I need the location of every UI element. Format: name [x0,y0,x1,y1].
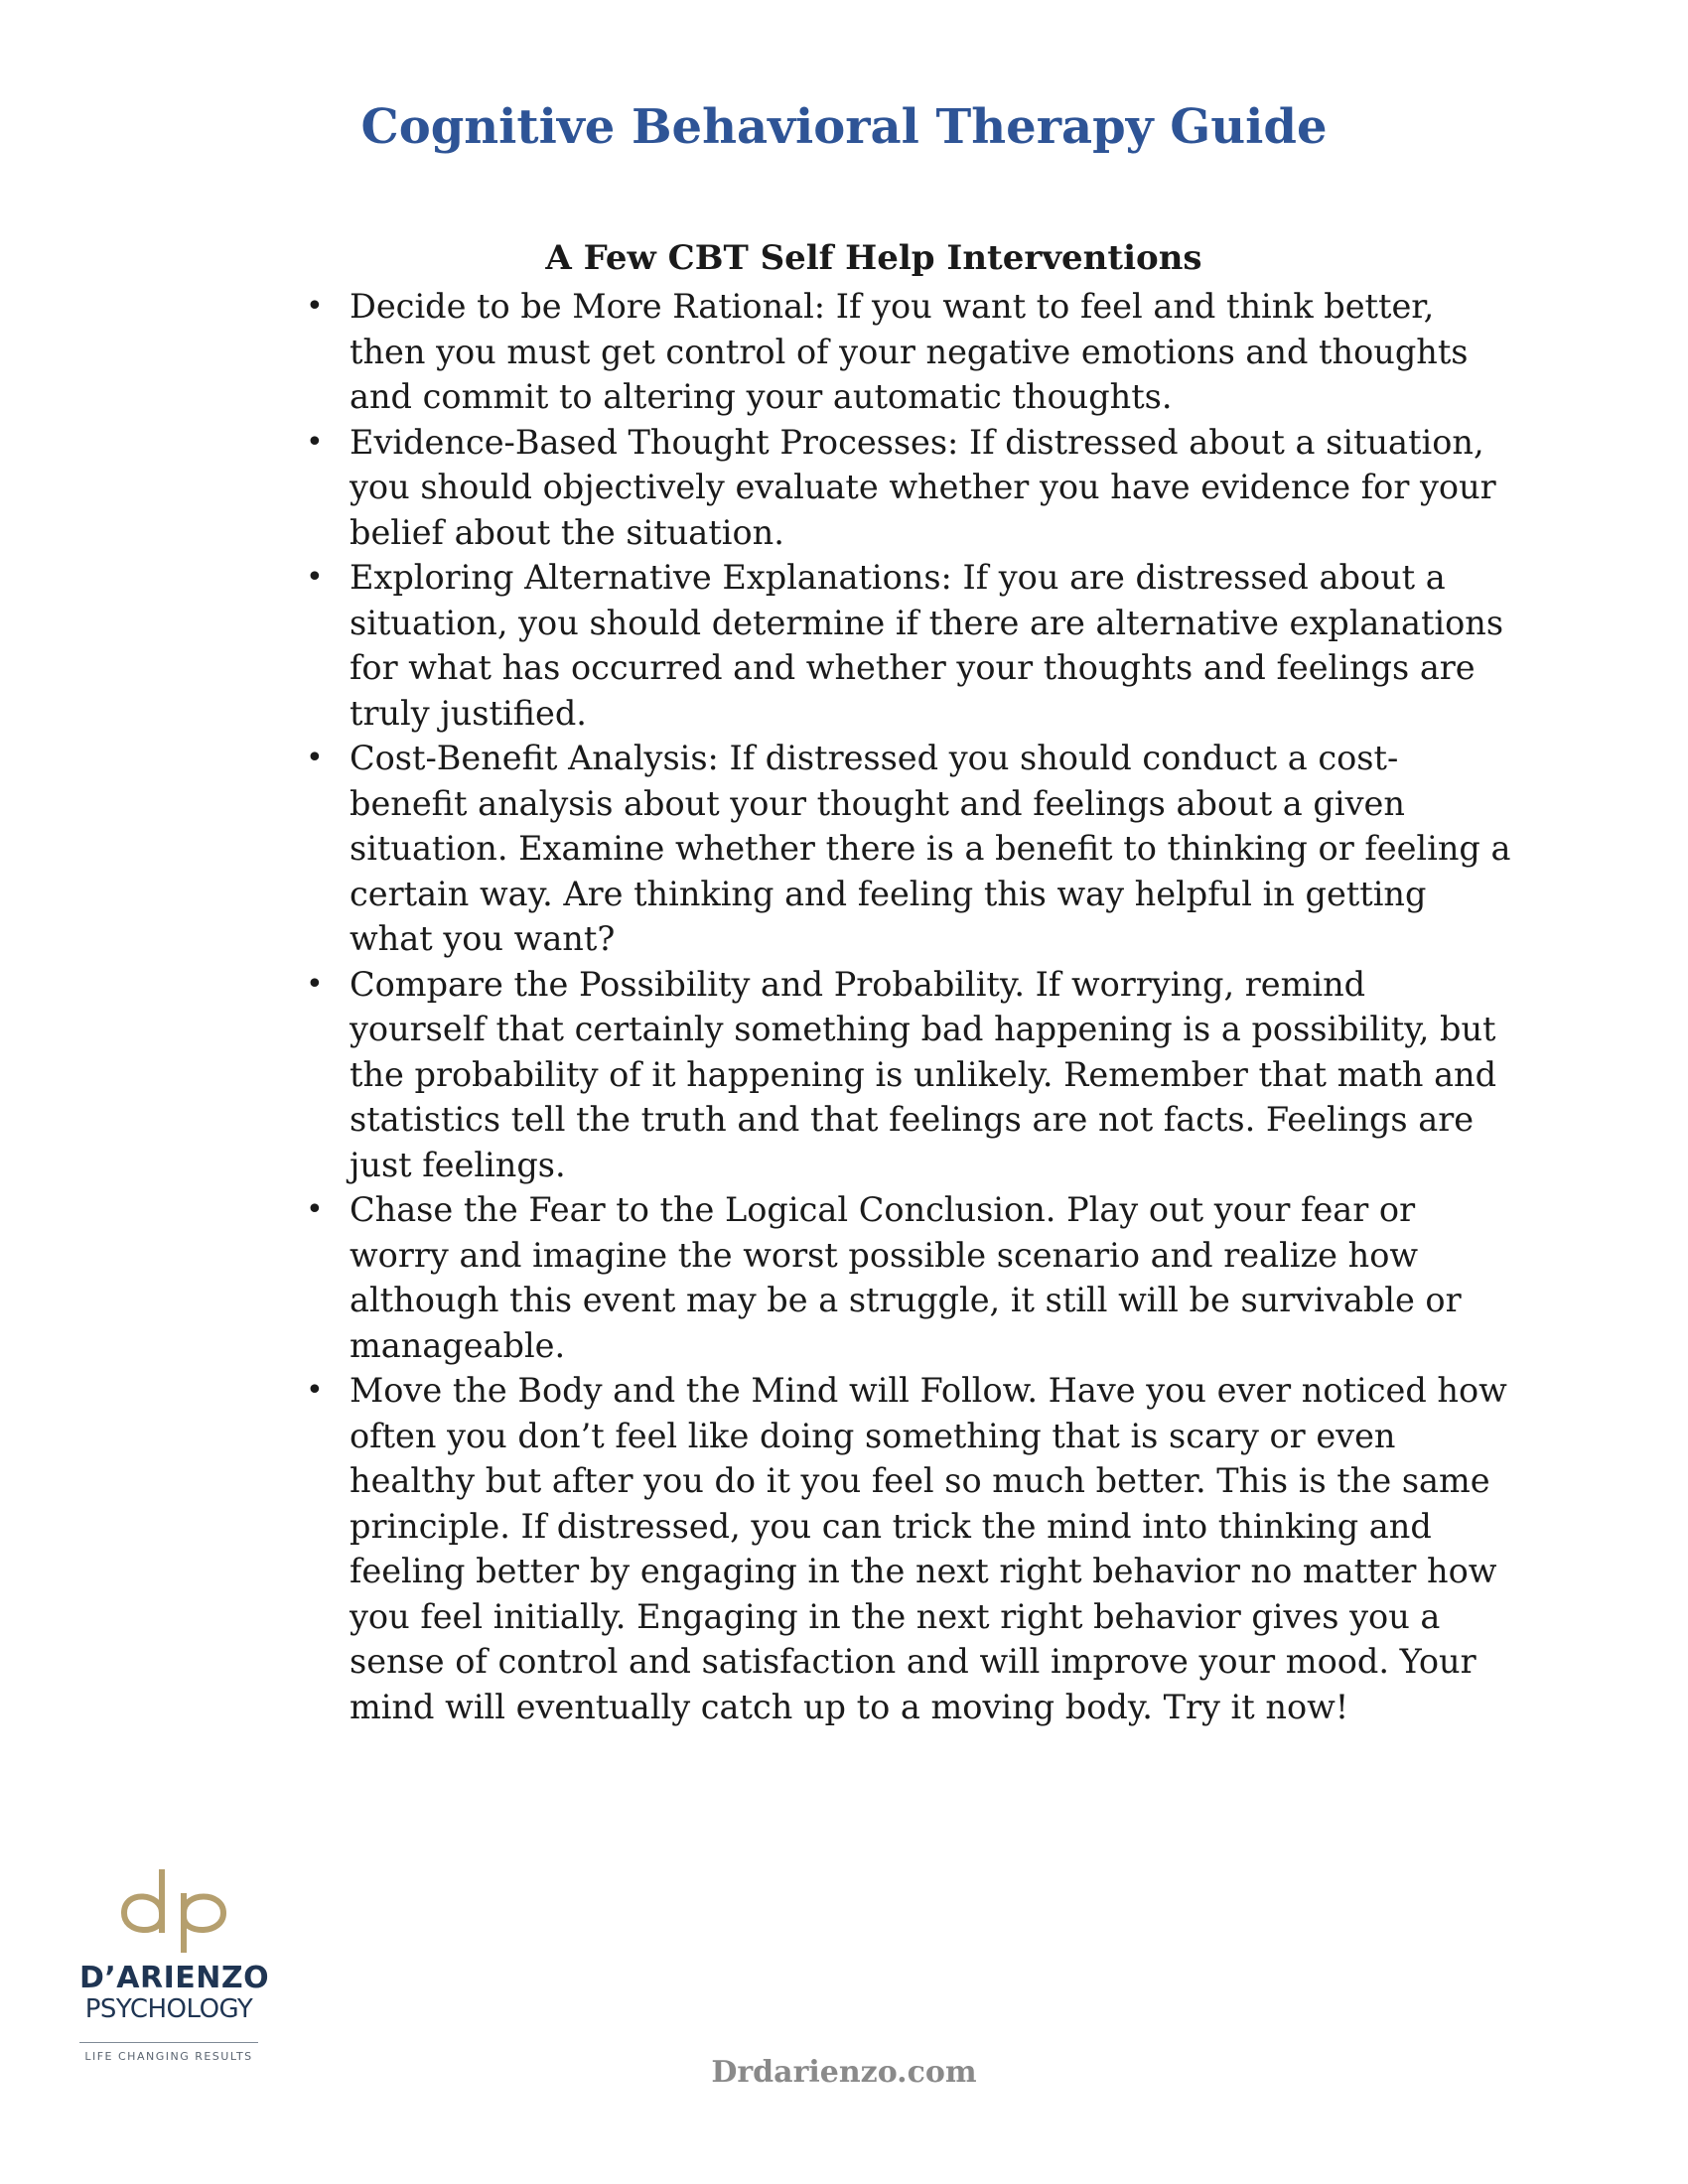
footer-website: Drdarienzo.com [711,2055,977,2090]
logo-name: D’ARIENZO [79,1961,270,1995]
list-item [306,284,1511,420]
list-item [306,1368,1511,1729]
list-item-text: Cost-Benefit Analysis: If distressed you should conduct a cost-benefit analysis about your thought and feelings about a given situation. Examine whether there is a benefit to thinking or feeling a certain way. Are thinking and feeling this way helpful in getting what you want? [350,739,1511,958]
logo-subtitle: PSYCHOLOGY [84,1994,253,2024]
list-item-text: Evidence-Based Thought Processes: If distressed about a situation, you should objectively evaluate whether you have evidence for your belief about the situation. [350,422,1496,552]
list-item [306,420,1511,556]
bullet-icon: • [306,424,324,460]
bullet-icon: • [306,1192,324,1227]
list-item [306,555,1511,736]
logo-divider [79,2042,258,2043]
logo-tagline: LIFE CHANGING RESULTS [84,2050,253,2063]
interventions-list [306,284,1511,1729]
bullet-icon: • [306,966,324,1002]
list-item [306,1187,1511,1368]
bullet-icon: • [306,289,324,324]
list-item-text: Exploring Alternative Explanations: If you are distressed about a situation, you should determine if there are alternative explanations for what has occurred and whether your thoughts and feelings are truly justified. [350,558,1504,733]
dp-monogram-icon [104,1861,243,1956]
list-item-text: Compare the Possibility and Probability. If worrying, remind yourself that certainly something bad happening is a possibility, but the probability of it happening is unlikely. Remember that math and statistics tell the truth and that feelings are not facts. Feelings are just feelings. [350,964,1497,1184]
document-title: Cognitive Behavioral Therapy Guide [360,99,1328,155]
section-heading: A Few CBT Self Help Interventions [545,238,1202,278]
list-item-text: Decide to be More Rational: If you want to feel and think better, then you must get control of your negative emotions and thoughts and commit to altering your automatic thoughts. [350,287,1469,416]
list-item-text: Move the Body and the Mind will Follow. Have you ever noticed how often you don’t feel like doing something that is scary or even healthy but after you do it you feel so much better. This is the same principle. If distressed, you can trick the mind into thinking and feeling better by engaging in the next right behavior no matter how you feel initially. Engaging in the next right behavior gives you a sense of control and satisfaction and will improve your mood. Your mind will eventually catch up to a moving body. Try it now! [350,1371,1507,1726]
list-item [306,736,1511,962]
list-item [306,962,1511,1188]
bullet-icon: • [306,1373,324,1408]
bullet-icon: • [306,560,324,595]
list-item-text: Chase the Fear to the Logical Conclusion. Play out your fear or worry and imagine the worst possible scenario and realize how although this event may be a struggle, it still will be survivable or manageable. [350,1190,1462,1365]
darienzo-psychology-logo [79,1861,270,2075]
bullet-icon: • [306,741,324,775]
